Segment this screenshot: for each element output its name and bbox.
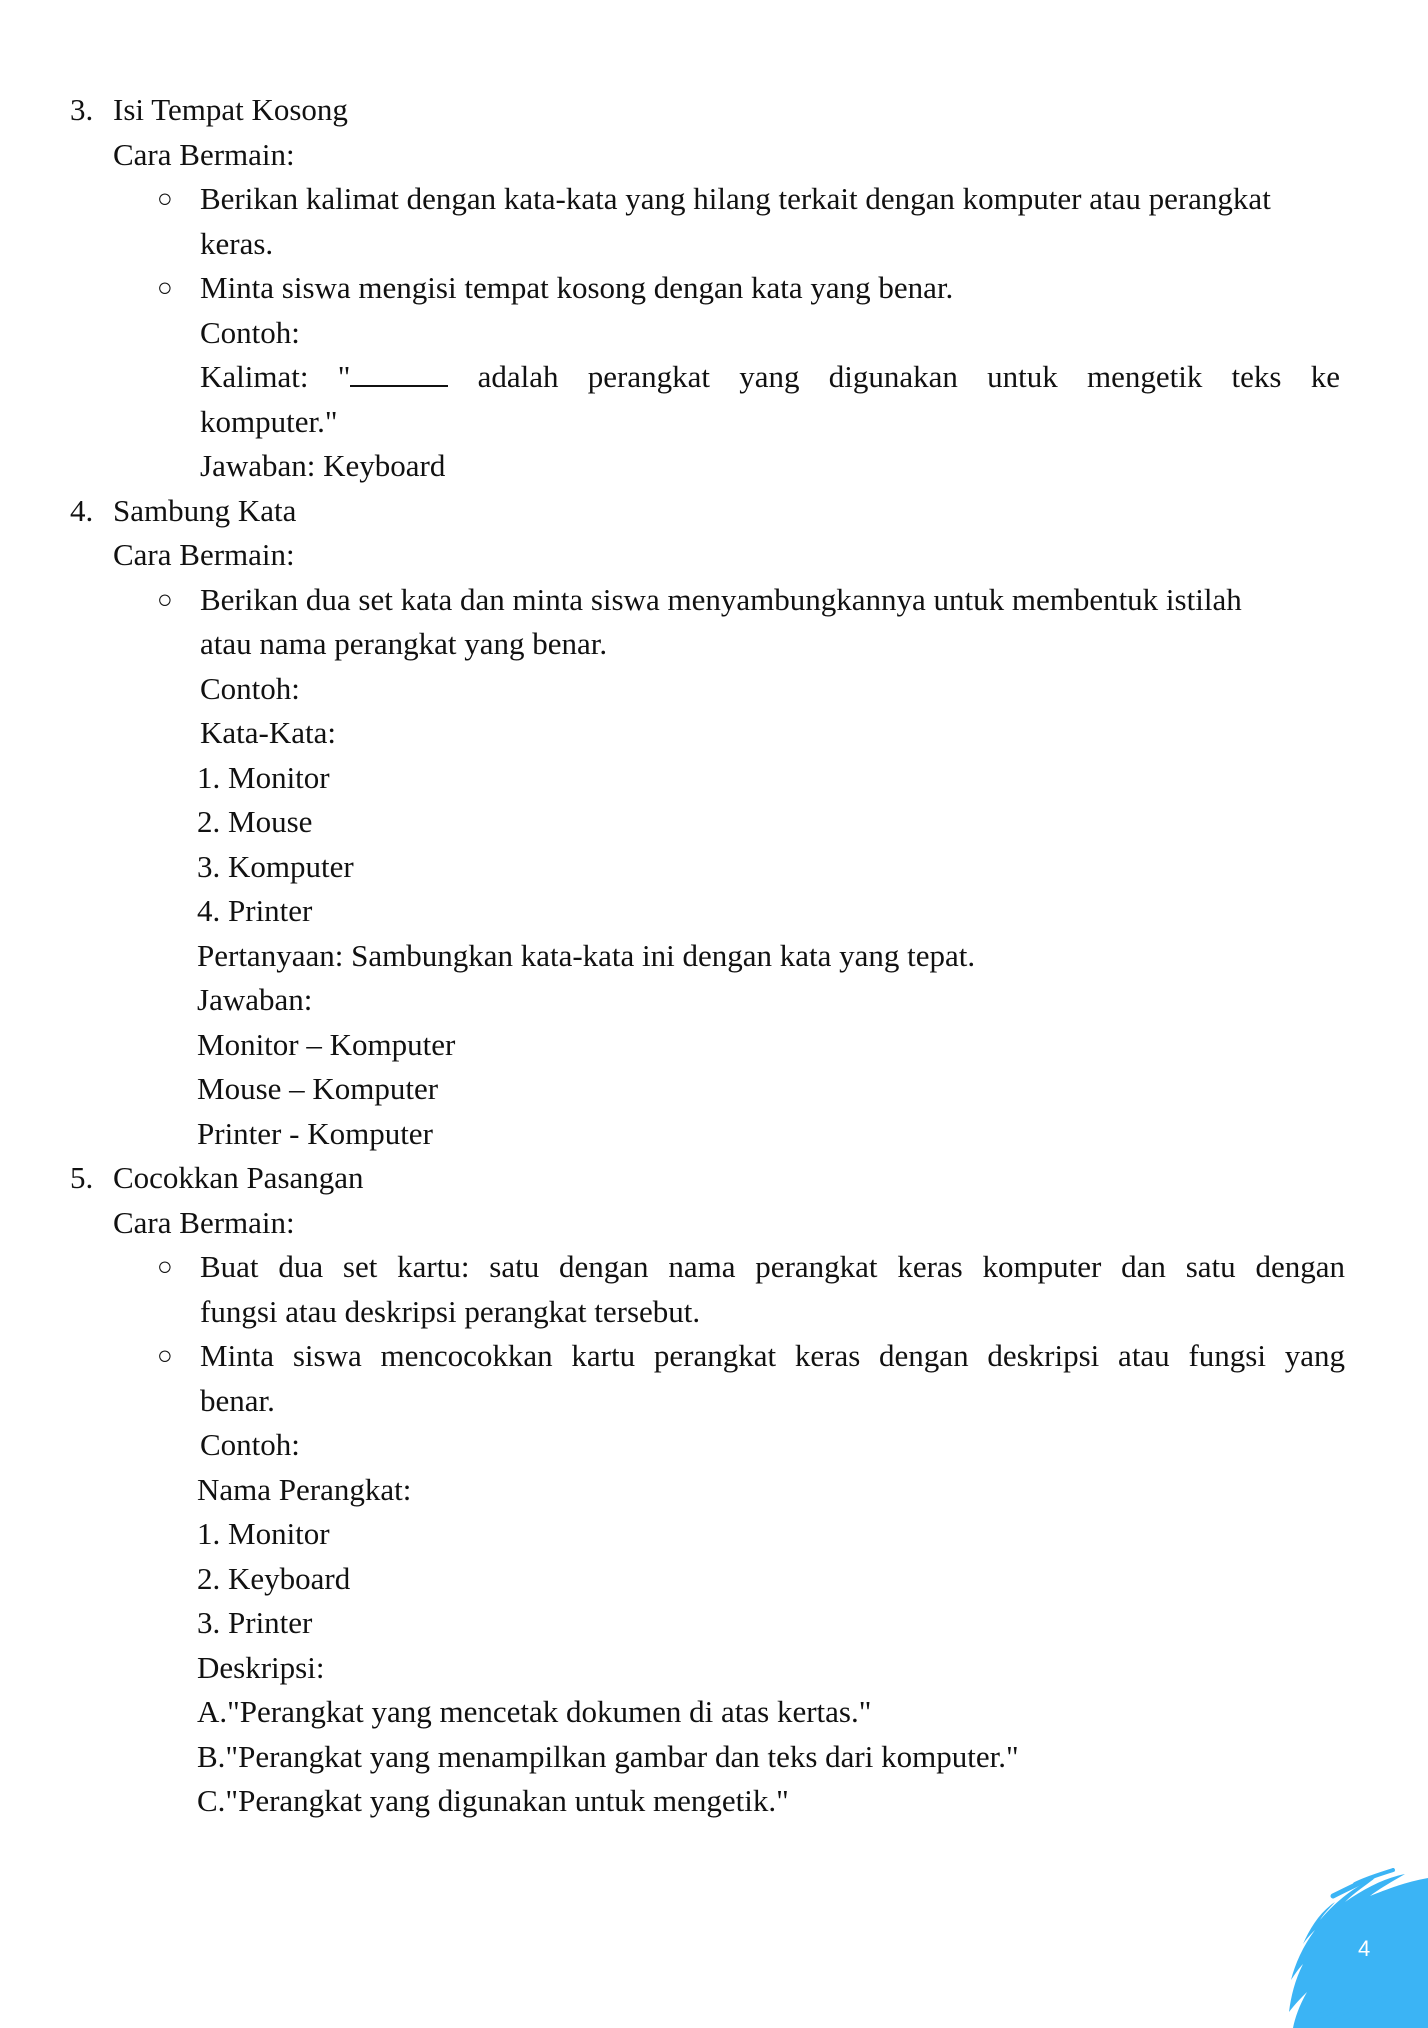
- bullet-text: Minta siswa mengisi tempat kosong dengan kata yang benar.: [200, 270, 954, 305]
- description-item: C."Perangkat yang digunakan untuk mengetik.": [197, 1783, 789, 1818]
- circle-bullet-icon: ○: [157, 1252, 173, 1281]
- how-to-play-label: Cara Bermain:: [113, 136, 295, 172]
- example-label: Contoh:: [200, 670, 300, 706]
- bullet-item: [0, 578, 1428, 623]
- circle-bullet-icon: ○: [157, 184, 173, 213]
- descriptions-label: Deskripsi:: [197, 1649, 325, 1685]
- bullet-text-continued: atau nama perangkat yang benar.: [200, 626, 608, 661]
- page-number: 4: [1358, 1936, 1371, 1961]
- answer-item: Printer - Komputer: [197, 1115, 433, 1151]
- device-item: 3. Printer: [197, 1605, 313, 1640]
- circle-bullet-icon: ○: [157, 584, 173, 614]
- example-sentence-continued: komputer.": [200, 403, 338, 439]
- bullet-text: Berikan kalimat dengan kata-kata yang hilang terkait dengan komputer atau perangkat: [200, 181, 1271, 216]
- bullet-text-continued: keras.: [200, 225, 274, 261]
- word-item: 3. Komputer: [197, 848, 354, 884]
- device-item: 2. Keyboard: [197, 1560, 351, 1596]
- bullet-item: [0, 1334, 1428, 1379]
- bullet-text: Berikan dua set kata dan minta siswa menyambungkannya untuk membentuk istilah: [200, 581, 1242, 617]
- fill-in-blank: [350, 363, 448, 387]
- answer-label: Jawaban:: [197, 982, 313, 1017]
- sentence-suffix: adalah perangkat yang digunakan untuk mengetik teks ke: [477, 359, 1340, 394]
- section-heading: [0, 1156, 1428, 1201]
- circle-bullet-icon: ○: [157, 1341, 173, 1370]
- example-label: Contoh:: [200, 1427, 300, 1462]
- words-label: Kata-Kata:: [200, 715, 336, 750]
- how-to-play-label: Cara Bermain:: [113, 1204, 295, 1240]
- question-text: Pertanyaan: Sambungkan kata-kata ini dengan kata yang tepat.: [197, 937, 976, 973]
- bullet-text-continued: benar.: [200, 1382, 275, 1418]
- answer-text: Jawaban: Keyboard: [200, 448, 446, 483]
- bullet-item: [0, 177, 1428, 222]
- section-heading: [0, 88, 1428, 133]
- word-item: 1. Monitor: [197, 759, 330, 795]
- section-number: 5.: [70, 1160, 94, 1195]
- answer-item: Mouse – Komputer: [197, 1071, 439, 1106]
- word-item: 2. Mouse: [197, 804, 313, 839]
- how-to-play-label: Cara Bermain:: [113, 537, 295, 572]
- bullet-text-continued: fungsi atau deskripsi perangkat tersebut.: [200, 1293, 701, 1329]
- bullet-text: Buat dua set kartu: satu dengan nama perangkat keras komputer dan satu dengan: [200, 1249, 1345, 1284]
- devices-label: Nama Perangkat:: [197, 1471, 412, 1507]
- section-number: 4.: [70, 492, 94, 528]
- document-page: [0, 88, 1428, 1824]
- bullet-item: [0, 1245, 1428, 1290]
- answer-item: Monitor – Komputer: [197, 1026, 456, 1062]
- bullet-text: Minta siswa mencocokkan kartu perangkat keras dengan deskripsi atau fungsi yang: [200, 1338, 1345, 1373]
- section-heading: [0, 489, 1428, 534]
- example-label: Contoh:: [200, 314, 300, 350]
- section-title: Isi Tempat Kosong: [113, 92, 348, 127]
- bullet-item: [0, 266, 1428, 311]
- section-title: Sambung Kata: [113, 492, 297, 528]
- section-title: Cocokkan Pasangan: [113, 1160, 364, 1195]
- description-item: B."Perangkat yang menampilkan gambar dan teks dari komputer.": [197, 1738, 1019, 1774]
- device-item: 1. Monitor: [197, 1516, 330, 1551]
- sentence-prefix: Kalimat: ": [200, 359, 351, 394]
- circle-bullet-icon: ○: [157, 273, 173, 302]
- description-item: A."Perangkat yang mencetak dokumen di atas kertas.": [197, 1694, 872, 1729]
- section-number: 3.: [70, 92, 94, 127]
- page-badge-scribble-icon: [1285, 1868, 1428, 2028]
- word-item: 4. Printer: [197, 893, 313, 928]
- example-sentence: [0, 355, 1428, 400]
